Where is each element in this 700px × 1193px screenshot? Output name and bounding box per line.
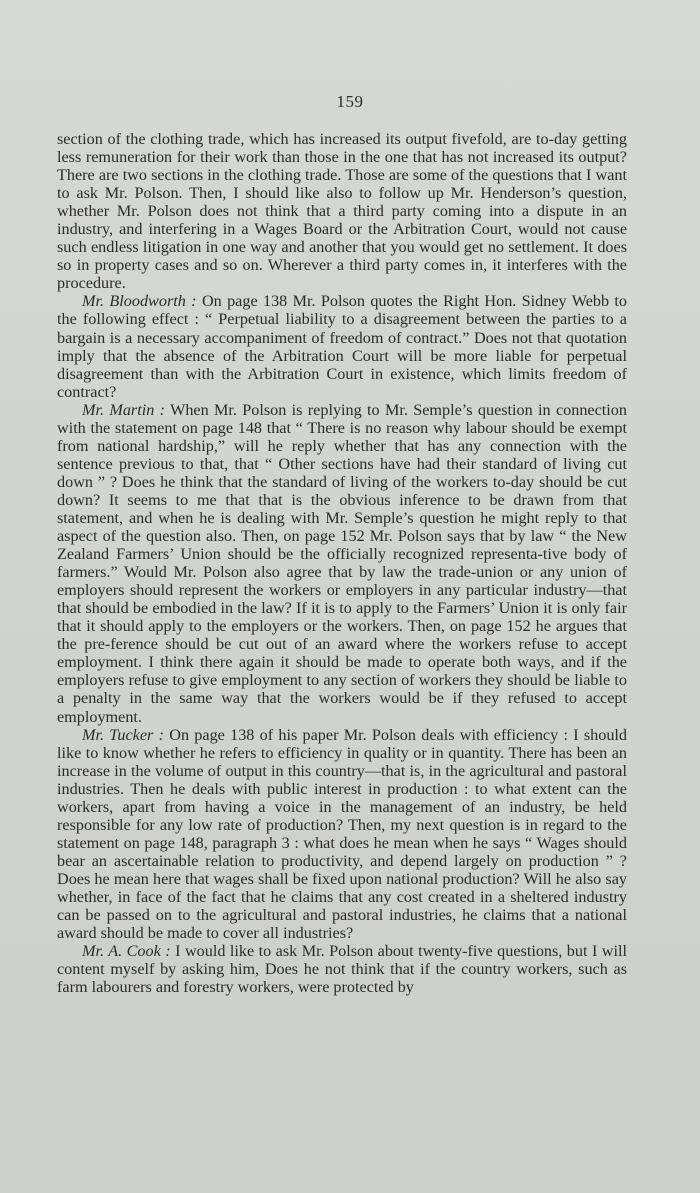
- paragraph-cook: [57, 942, 627, 996]
- paragraph-text: On page 138 of his paper Mr. Polson deals with efficiency : I should like to know whether he refers to efficiency in quality or in quantity. There has been an increase in the volume of output in this country—that is, in the agricultural and pastoral industries. Then he deals with public interest in production : to what extent can the workers, apart from having a voice in the management of an industry, be held responsible for any low rate of production? Then, my next question is in regard to the statement on page 148, paragraph 3 : what does he mean when he says “ Wages should bear an ascertainable relation to productivity, and depend largely on production ” ? Does he mean here that wages shall be fixed upon national production? Will he also say whether, in face of the fact that he claims that any cost created in a sheltered industry can be passed on to the agricultural and pastoral industries, he claims that a national award should be made to cover all industries?: [57, 725, 628, 943]
- speaker-name: Mr. Tucker :: [82, 725, 164, 744]
- paragraph-bloodworth: [57, 292, 627, 400]
- paragraph-martin: [57, 401, 627, 726]
- speaker-name: Mr. Martin :: [82, 400, 166, 419]
- paragraph-tucker: [57, 726, 627, 943]
- paragraph-text: When Mr. Polson is replying to Mr. Semple’s question in connection with the statement on page 148 that “ There is no reason why labour should be exempt from national hardship,” will he reply whether that has any connection with the sentence previous to that, that “ Other sections have had their standard of living cut down ” ? Does he think that the standard of living of the workers to-day should be cut down? It seems to me that that is the obvious inference to be drawn from that statement, and when he is dealing with Mr. Semple’s question he might reply to that aspect of the question also. Then, on page 152 Mr. Polson says that by law “ the New Zealand Farmers’ Union should be the officially recognized representa-tive body of farmers.” Would Mr. Polson also agree that by law the trade-union or any union of employers should represent the workers or employers in any particular industry—that that should be embodied in the law? If it is to apply to the Farmers’ Union it is only fair that it should apply to the employers or the workers. Then, on page 152 he argues that the pre-ference should be cut out of an award where the workers refuse to accept employment. I think there again it should be made to operate both ways, and if the employers refuse to give employment to any section of workers they should be liable to a penalty in the same way that the workers would be if they refused to accept employment.: [57, 400, 627, 726]
- paragraph-text: On page 138 Mr. Polson quotes the Right Hon. Sidney Webb to the following effect : “ Perpetual liability to a disagreement between the parties to a bargain is a necessary accompaniment of freedom of contract.” Does not that quotation imply that the absence of the Arbitration Court will be more liable for perpetual disagreement than with the Arbitration Court in existence, which limits freedom of contract?: [57, 292, 628, 401]
- paragraph-text: I would like to ask Mr. Polson about twenty-five questions, but I will content myself by asking him, Does he not think that if the country workers, such as farm labourers and forestry workers, were protected by: [57, 942, 627, 997]
- document-body: [57, 130, 627, 996]
- page-number: 159: [336, 92, 364, 111]
- speaker-name: Mr. A. Cook :: [82, 942, 171, 961]
- paragraph-continuation: [57, 130, 627, 292]
- paragraph-text: section of the clothing trade, which has increased its output fivefold, are to-day getting less remuneration for their work than those in the one that has not increased its output? There are two sections in the clothing trade. Those are some of the questions that I want to ask Mr. Polson. Then, I should like also to follow up Mr. Henderson’s question, whether Mr. Polson does not think that a third party coming into a dispute in an industry, and interfering in a Wages Board or the Arbitration Court, would not cause such endless litigation in one way and another that you would get no settlement. It does so in property cases and so on. Wherever a third party comes in, it interferes with the procedure.: [57, 130, 627, 293]
- speaker-name: Mr. Bloodworth :: [82, 292, 197, 311]
